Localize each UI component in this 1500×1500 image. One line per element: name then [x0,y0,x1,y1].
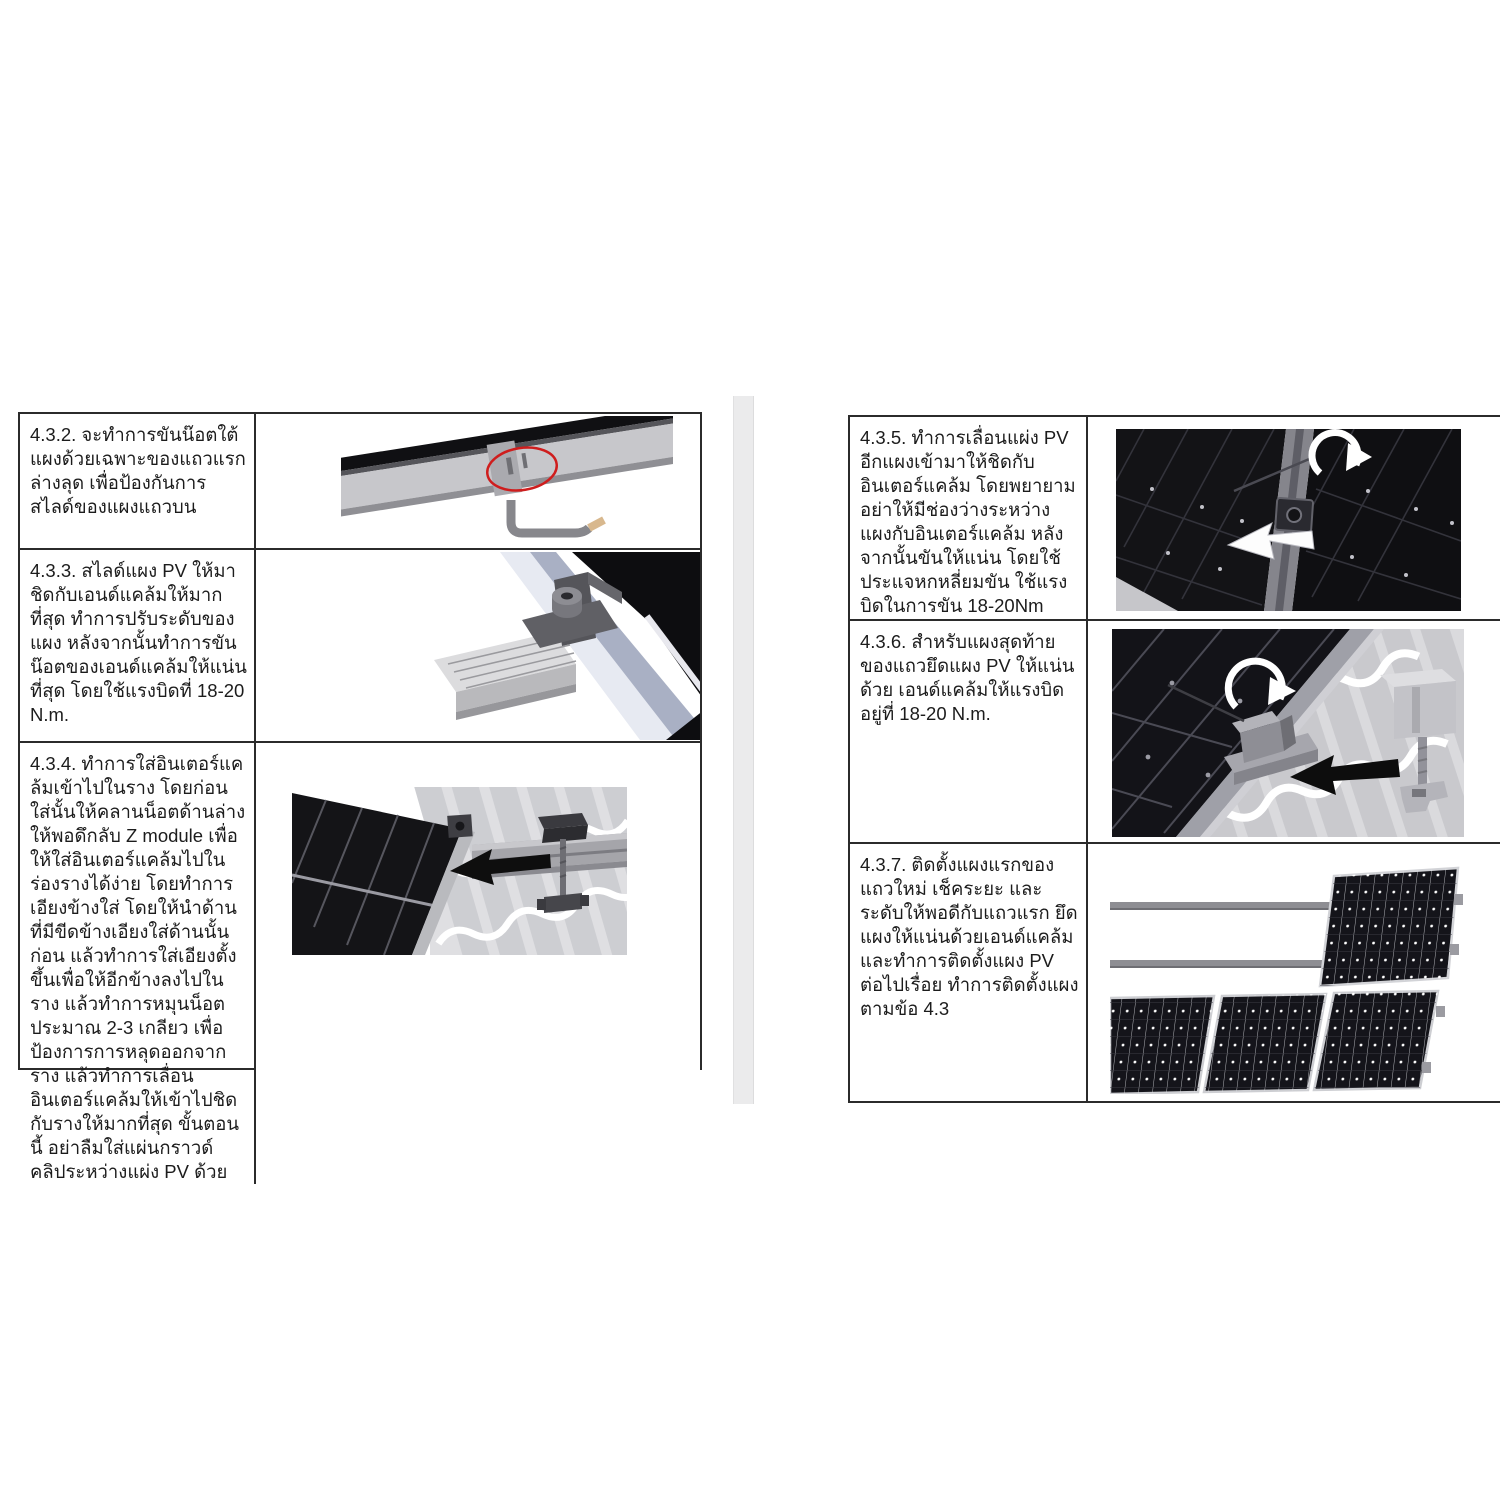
pv-panel-row1-b [1200,990,1332,1094]
step-4-3-4-figure-cell [256,743,700,1184]
step-4-3-5-figure-cell [1088,417,1500,621]
step-4-3-6-figure-cell [1088,621,1500,844]
step-4-3-5-text: 4.3.5. ทำการเลื่อนแผ่ง PV อีกแผงเข้ามาให้ชิดกับอินเตอร์แคล้ม โดยพยายามอย่าให้มีช่องว่างระหว่างแผงกับอินเตอร์แคล้ม หลังจากนั้นขันให้แน่น โดยใช้ประแจหกหลี่ยมขัน ใช้แรงบิดในการขัน 18-20Nm [850,417,1088,621]
bolt-socket [561,593,573,600]
left-instruction-table [18,412,702,1182]
step-4-3-3-figure-cell [256,550,700,743]
step-4-3-6-text: 4.3.6. สำหรับแผงสุดท้ายของแถวยึดแผง PV ให้แน่นด้วย เอนด์แคล้มให้แรงบิดอยู่ที่ 18-20 N.m. [850,621,1088,844]
step-4-3-3-text: 4.3.3. สไลด์แผง PV ให้มาชิดกับเอนด์แคล้มให้มากที่สุด ทำการปรับระดับของแผง หลังจากนั้นทำการขันน๊อตของเอนด์แคล้มให้แน่นที่สุด โดยใช้แรงบิดที่ 18-20 N.m. [20,550,256,743]
rail-upper [1110,902,1340,908]
step-4-3-2-figure-cell [256,414,700,550]
figure-inter-clamp-slide [292,787,627,955]
step-4-3-4-text: 4.3.4. ทำการใส่อินเตอร์แคล้มเข้าไปในราง โดยก่อนใส่นั้นให้คลานน็อตด้านล่างให้พอดึกลับ Z module เพื่อให้ใส่อินเตอร์แคล้มไปในร่องรางได้ง่าย โดยทำการเอียงข้างใส่ โดยให้นำด้านที่มีขีดข้างเอียงใส่ด้านนั้นก่อน แล้วทำการใส่เอียงตั้งขึ้นเพื่อให้อีกข้างลงไปในราง แล้วทำการหมุนน็อตประมาณ 2-3 เกลียว เพื่อป้องการการหลุดออกจากราง แล้วทำการเลื่อนอินเตอร์แคล้มให้เข้าไปชิดกับรางให้มากที่สุด ขั้นตอนนี้ อย่าลืมใส่แผ่นกราวด์คลิประหว่างแผ่ง PV ด้วย [20,743,256,1184]
pv-panel-row1-c [1310,987,1445,1093]
inter-clamp [1275,498,1313,532]
step-4-3-7-figure-cell [1088,844,1500,1101]
rail-lower [1110,960,1328,966]
figure-end-clamp-rail [404,552,700,740]
step-4-3-7-text: 4.3.7. ติดตั้งแผงแรกของแถวใหม่ เช็คระยะ และระดับให้พอดีกับแถวแรก ยึดแผงให้แน่นด้วยเอนด์แคล้มและทำการติดตั้งแผง PV ต่อไปเรื่อย ทำการติดตั้งแผงตามข้อ 4.3 [850,844,1088,1101]
figure-panel-array-new-row [1110,866,1468,1094]
page-gutter-divider [733,396,754,1104]
figure-end-clamp-roof [1112,629,1464,837]
pv-panel-new-row [1310,866,1468,991]
step-4-3-2-text: 4.3.2. จะทำการขันน๊อตใต้แผงด้วยเฉพาะของแถวแรกล่างลุด เพื่อป้องกันการสไลด์ของแผงแถวบน [20,414,256,550]
figure-panels-inter-clamp-tighten [1116,429,1461,611]
figure-rail-hook-red-circle [341,416,673,548]
mid-hook [511,500,589,533]
right-instruction-table [848,415,1500,1103]
